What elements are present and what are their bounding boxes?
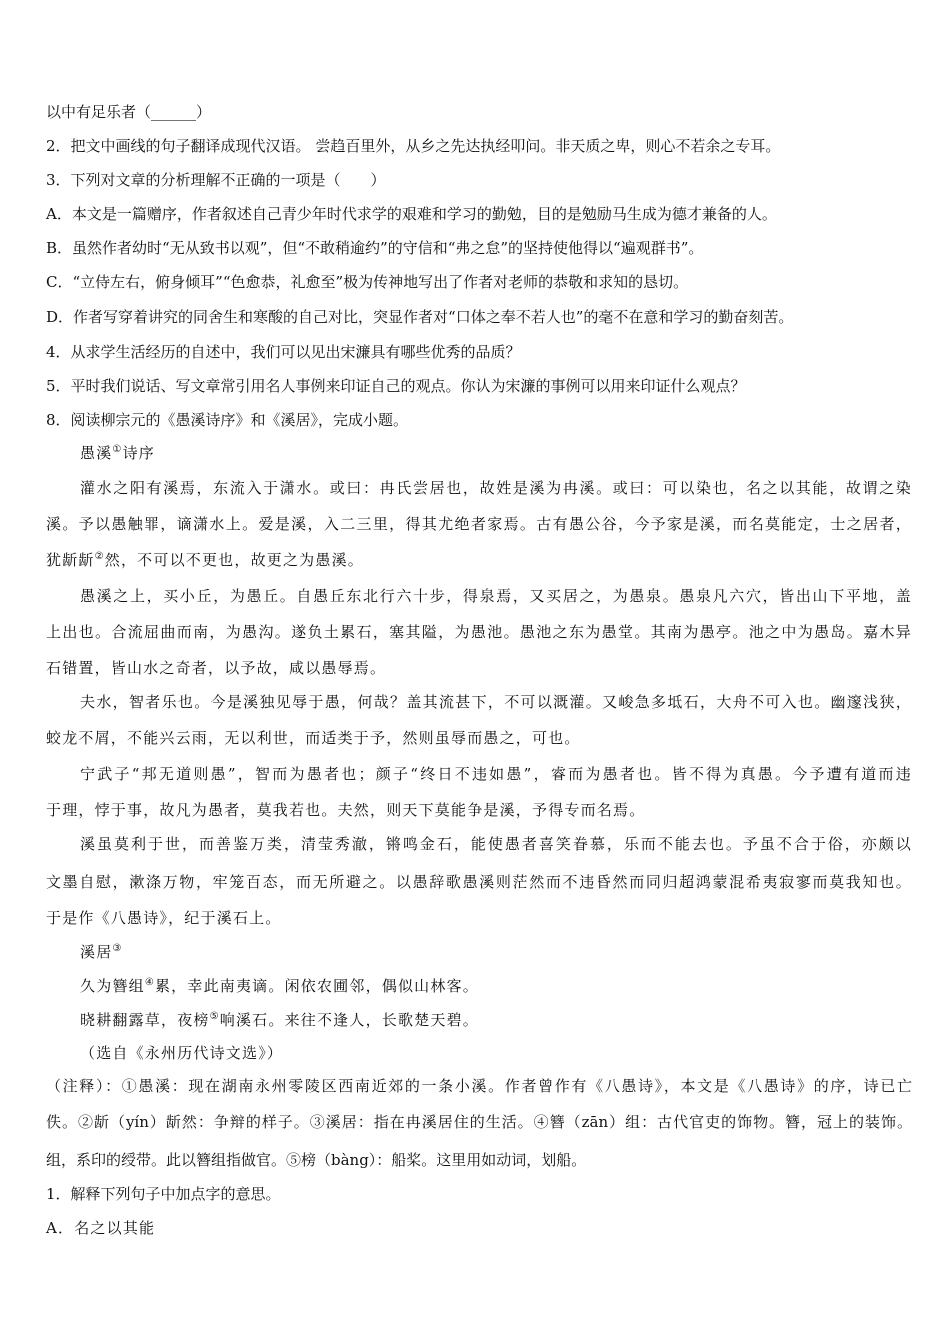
essay-paragraph-5-line-2: 文墨自慰，漱涤万物，牢笼百态，而无所避之。以愚辞歌愚溪则茫然而不违昏然而同归超鸿蒙混希夷寂寥而莫我知也。: [46, 873, 912, 891]
question-7-item-b-continuation: 以中有足乐者（______）: [46, 103, 212, 121]
essay-title: 愚溪①诗序: [80, 444, 155, 462]
poem-line-2: 晓耕翻露草，夜榜⑤响溪石。来往不逢人，长歌楚天碧。: [80, 1011, 479, 1029]
essay-paragraph-1-line-3: 犹龂龂②然，不可以不更也，故更之为愚溪。: [46, 551, 364, 569]
essay-paragraph-4-line-1: 宁武子“邦无道则愚”，智而为愚者也；颜子“终日不违如愚”，睿而为愚者也。皆不得为真愚。今予遭有道而违: [80, 765, 912, 783]
option-a: A．本文是一篇赠序，作者叙述自己青少年时代求学的艰难和学习的勤勉，目的是勉励马生成为德才兼备的人。: [46, 205, 777, 223]
question-7-sub-2: 2．把文中画线的句子翻译成现代汉语。 尝趋百里外，从乡之先达执经叩问。非天质之卑，则心不若余之专耳。: [46, 137, 781, 155]
question-7-sub-4: 4．从求学生活经历的自述中，我们可以见出宋濂具有哪些优秀的品质？: [46, 343, 521, 361]
essay-paragraph-1-line-1: 灌水之阳有溪焉，东流入于潇水。或曰：冉氏尝居也，故姓是溪为冉溪。或曰：可以染也，名之以其能，故谓之染: [80, 479, 912, 497]
essay-paragraph-2-line-2: 上出也。合流屈曲而南，为愚沟。遂负土累石，塞其隘，为愚池。愚池之东为愚堂。其南为愚亭。池之中为愚岛。嘉木异: [46, 623, 912, 641]
question-8-intro: 8．阅读柳宗元的《愚溪诗序》和《溪居》，完成小题。: [46, 411, 409, 429]
poem-line-1: 久为簪组④累，幸此南夷谪。闲依农圃邻，偶似山林客。: [80, 977, 479, 995]
essay-paragraph-3-line-1: 夫水，智者乐也。今是溪独见辱于愚，何哉？盖其流甚下，不可以溉灌。又峻急多坻石，大舟不可入也。幽邃浅狭，: [80, 693, 912, 711]
poem-source: （选自《永州历代诗文选》）: [80, 1044, 284, 1062]
question-8-sub-1-item-a: A．名之以其能: [46, 1219, 156, 1237]
notes-line-3: 组，系印的绶带。此以簪组指做官。⑤榜（bàng）：船桨。这里用如动词，划船。: [46, 1151, 587, 1169]
essay-paragraph-5-line-1: 溪虽莫利于世，而善鉴万类，清莹秀澈，锵鸣金石，能使愚者喜笑眷慕，乐而不能去也。予虽不合于俗，亦颇以: [80, 835, 912, 853]
essay-paragraph-2-line-3: 石错置，皆山水之奇者，以予故，咸以愚辱焉。: [46, 659, 387, 677]
essay-paragraph-2-line-1: 愚溪之上，买小丘，为愚丘。自愚丘东北行六十步，得泉焉，又买居之，为愚泉。愚泉凡六穴，皆出山下平地，盖: [80, 587, 912, 605]
question-7-sub-3: 3．下列对文章的分析理解不正确的一项是（ ）: [46, 171, 386, 189]
essay-paragraph-4-line-2: 于理，悖于事，故凡为愚者，莫我若也。夫然，则天下莫能争是溪，予得专而名焉。: [46, 801, 646, 819]
option-c: C．“立侍左右，俯身倾耳”“色愈恭，礼愈至”极为传神地写出了作者对老师的恭敬和求知的恳切。: [46, 273, 689, 291]
poem-title: 溪居③: [80, 943, 123, 961]
notes-line-2: 佚。②龂（yín）龂然：争辩的样子。③溪居：指在冉溪居住的生活。④簪（zān）组：古代官吏的饰物。簪，冠上的装饰。: [46, 1113, 912, 1131]
option-d: D．作者写穿着讲究的同舍生和寒酸的自己对比，突显作者对“口体之奉不若人也”的毫不在意和学习的勤奋刻苦。: [46, 308, 794, 326]
essay-paragraph-5-line-3: 于是作《八愚诗》，纪于溪石上。: [46, 909, 282, 927]
notes-line-1: （注释）：①愚溪：现在湖南永州零陵区西南近郊的一条小溪。作者曾作有《八愚诗》，本文是《八愚诗》的序，诗已亡: [46, 1077, 912, 1095]
option-b: B．虽然作者幼时“无从致书以观”，但“不敢稍逾约”的守信和“弗之怠”的坚持使他得以“遍观群书”。: [46, 239, 704, 257]
essay-paragraph-3-line-2: 蛟龙不屑，不能兴云雨，无以利世，而适类于予，然则虽辱而愚之，可也。: [46, 729, 581, 747]
essay-paragraph-1-line-2: 溪。予以愚触罪，谪潇水上。爱是溪，入二三里，得其尤绝者家焉。古有愚公谷，今予家是溪，而名莫能定，士之居者，: [46, 515, 912, 533]
question-7-sub-5: 5．平时我们说话、写文章常引用名人事例来印证自己的观点。你认为宋濂的事例可以用来印证什么观点？: [46, 377, 746, 395]
question-8-sub-1: 1．解释下列句子中加点字的意思。: [46, 1185, 281, 1203]
